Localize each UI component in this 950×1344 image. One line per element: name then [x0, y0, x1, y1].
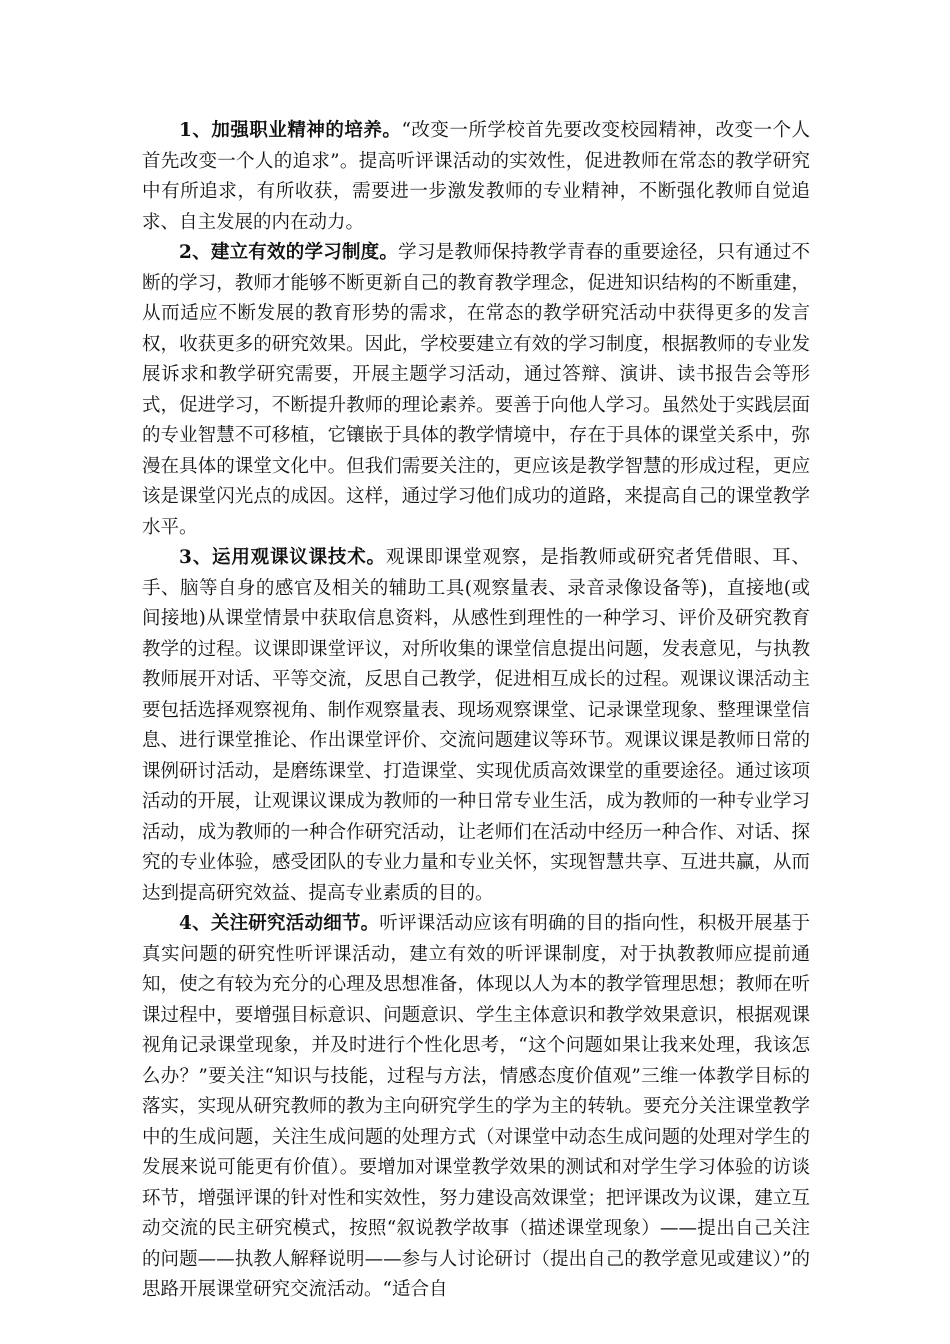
paragraph-2 — [142, 238, 810, 543]
paragraph-4 — [142, 909, 810, 1306]
paragraph-4-body: 听评课活动应该有明确的目的指向性，积极开展基于真实问题的研究性听评课活动，建立有效的听评课制度，对于执教教师应提前通知，使之有较为充分的心理及思想准备，体现以人为本的教学管理思想；教师在听课过程中，要增强目标意识、问题意识、学生主体意识和教学效果意识，根据观课视角记录课堂现象，并及时进行个性化思考，“这个问题如果让我来处理，我该怎么办？”要关注“知识与技能，过程与方法，情感态度价值观”三维一体教学目标的落实，实现从研究教师的教为主向研究学生的学为主的转轨。要充分关注课堂教学中的生成问题，关注生成问题的处理方式（对课堂中动态生成问题的处理对学生的发展来说可能更有价值）。要增加对课堂教学效果的测试和对学生学习体验的访谈环节，增强评课的针对性和实效性，努力建设高效课堂；把评课改为议课，建立互动交流的民主研究模式，按照“叙说教学故事（描述课堂现象）——提出自己关注的问题——执教人解释说明——参与人讨论研讨（提出自己的教学意见或建议）”的思路开展课堂研究交流活动。“适合自 — [142, 913, 810, 1300]
paragraph-3-body: 观课即课堂观察，是指教师或研究者凭借眼、耳、手、脑等自身的感官及相关的辅助工具(观察量表、录音录像设备等)，直接地(或间接地)从课堂情景中获取信息资料，从感性到理性的一种学习、评价及研究教育教学的过程。议课即课堂评议，对所收集的课堂信息提出问题，发表意见，与执教教师展开对话、平等交流，反思自己教学，促进相互成长的过程。观课议课活动主要包括选择观察视角、制作观察量表、现场观察课堂、记录课堂现象、整理课堂信息、进行课堂推论、作出课堂评价、交流问题建议等环节。观课议课是教师日常的课例研讨活动，是磨练课堂、打造课堂、实现优质高效课堂的重要途径。通过该项活动的开展，让观课议课成为教师的一种日常专业生活，成为教师的一种专业学习活动，成为教师的一种合作研究活动，让老师们在活动中经历一种合作、对话、探究的专业体验，感受团队的专业力量和专业关怀，实现智慧共享、互进共赢，从而达到提高研究效益、提高专业素质的目的。 — [142, 547, 810, 904]
document-page — [142, 116, 810, 1306]
paragraph-2-heading: 2、建立有效的学习制度。 — [179, 242, 399, 263]
paragraph-1-heading: 1、加强职业精神的培养。 — [179, 120, 402, 141]
paragraph-2-body: 学习是教师保持教学青春的重要途径，只有通过不断的学习，教师才能够不断更新自己的教育教学理念，促进知识结构的不断重建，从而适应不断发展的教育形势的需求，在常态的教学研究活动中获得更多的发言权，收获更多的研究效果。因此，学校要建立有效的学习制度，根据教师的专业发展诉求和教学研究需要，开展主题学习活动，通过答辩、演讲、读书报告会等形式，促进学习，不断提升教师的理论素养。要善于向他人学习。虽然处于实践层面的专业智慧不可移植，它镶嵌于具体的教学情境中，存在于具体的课堂关系中，弥漫在具体的课堂文化中。但我们需要关注的，更应该是教学智慧的形成过程，更应该是课堂闪光点的成因。这样，通过学习他们成功的道路，来提高自己的课堂教学水平。 — [142, 242, 810, 538]
paragraph-1-body: “改变一所学校首先要改变校园精神，改变一个人首先改变一个人的追求”。提高听评课活动的实效性，促进教师在常态的教学研究中有所追求，有所收获，需要进一步激发教师的专业精神，不断强化教师自觉追求、自主发展的内在动力。 — [142, 120, 810, 233]
paragraph-3 — [142, 543, 810, 909]
paragraph-4-heading: 4、关注研究活动细节。 — [179, 913, 380, 934]
paragraph-1 — [142, 116, 810, 238]
paragraph-3-heading: 3、运用观课议课技术。 — [179, 547, 386, 568]
